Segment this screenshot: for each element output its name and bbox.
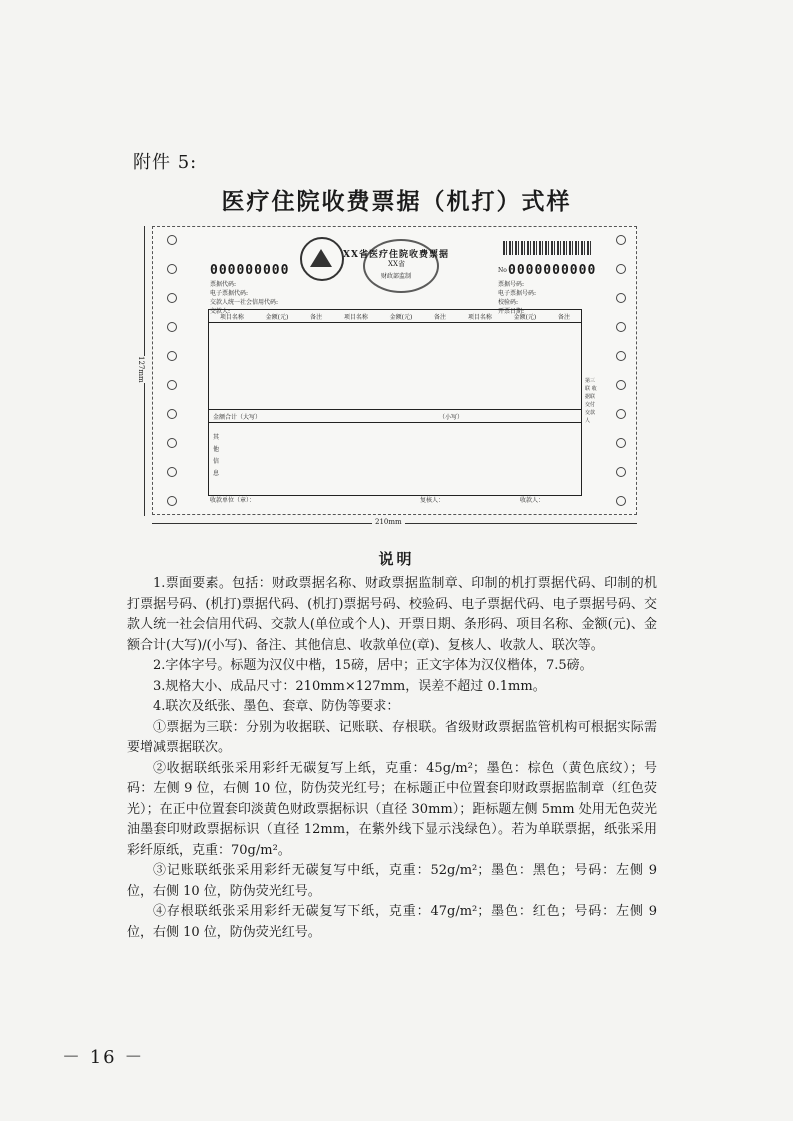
column-header: 备注 — [434, 313, 447, 321]
section-title: 说明 — [378, 550, 415, 568]
supervise-stamp-text: 财政部监制 — [381, 273, 412, 280]
copy-note: 第三联 收据联 交付交款人 — [585, 378, 597, 424]
column-header: 项目名称 — [219, 313, 244, 321]
barcode-icon — [503, 241, 593, 255]
height-label: 127mm — [137, 356, 145, 383]
payee-unit-label: 收款单位（章）： — [210, 497, 256, 504]
no-prefix: No — [498, 267, 507, 274]
reviewer-label: 复核人： — [420, 497, 445, 504]
field-label: 校验码: — [498, 299, 519, 306]
other-info-label: 其他信息 — [213, 434, 220, 477]
left-sprocket-holes — [165, 235, 179, 506]
field-label: 开票日期: — [498, 308, 525, 315]
column-header: 金额(元) — [513, 313, 537, 321]
sum-row — [209, 409, 581, 423]
attachment-label: 附件 5: — [133, 152, 198, 173]
field-label: 电子票据代码: — [210, 290, 249, 297]
field-label: 票据代码: — [210, 281, 237, 288]
field-label: 交款人统一社会信用代码: — [210, 299, 279, 306]
table-header — [209, 310, 581, 323]
paragraph: ①票据为三联：分别为收据联、记账联、存根联。省级财政票据监管机构可根据实际需要增减票据联次。 — [127, 719, 657, 755]
right-sprocket-holes — [614, 235, 628, 506]
printed-code-left: 000000000 — [210, 263, 290, 278]
field-label: 电子票据号码: — [498, 290, 537, 297]
field-label: 交款人: — [210, 308, 231, 315]
page-number: － 16 － — [62, 1047, 145, 1068]
width-label: 210mm — [372, 518, 405, 526]
sum-label: 金额合计（大写） — [213, 414, 262, 421]
column-header: 备注 — [310, 313, 323, 321]
paragraph: 4.联次及纸张、墨色、套章、防伪等要求： — [153, 699, 400, 714]
explanation-body — [127, 574, 657, 943]
field-label: 票据号码: — [498, 281, 525, 288]
receipt-title: XX省医疗住院收费票据 — [343, 250, 449, 260]
column-header: 金额(元) — [389, 313, 413, 321]
receipt-region: XX省 — [388, 260, 405, 268]
paragraph: ②收据联纸张采用彩纤无碳复写上纸，克重：45g/m²；墨色：棕色（黄色底纹）；号码：左侧 9 位，右侧 10 位，防伪荧光红号；在标题正中位置套印财政票据监制章（红色荧光）；在正中位置套印淡黄色财政票据标识（直径 30mm）；距标题左侧 5mm 处用无色荧光油墨套印财政票据标识（直径 12mm，在紫外线下显示浅绿色）。若为单联票据，纸张采用彩纤原纸，克重：70g/m²。 — [127, 760, 657, 858]
sum-small-label: （小写） — [439, 414, 464, 421]
column-header: 项目名称 — [467, 313, 492, 321]
receipt-specimen — [152, 226, 637, 515]
column-header: 项目名称 — [343, 313, 368, 321]
paragraph: 2.字体字号。标题为汉仪中楷，15磅，居中；正文字体为汉仪楷体，7.5磅。 — [153, 658, 593, 673]
paragraph: 1.票面要素。包括：财政票据名称、财政票据监制章、印制的机打票据代码、印制的机打票据号码、(机打)票据代码、(机打)票据号码、校验码、电子票据代码、电子票据号码、交款人统一社会信用代码、交款人(单位或个人)、开票日期、条形码、项目名称、金额(元)、金额合计(大写)/(小写)、备注、其他信息、收款单位(章)、复核人、收款人、联次等。 — [127, 576, 657, 653]
paragraph: ④存根联纸张采用彩纤无碳复写下纸，克重：47g/m²；墨色：红色；号码：左侧 9 位，右侧 10 位，防伪荧光红号。 — [127, 904, 657, 940]
column-header: 备注 — [558, 313, 571, 321]
height-dimension — [137, 226, 150, 516]
receipt-items-table — [208, 309, 582, 496]
paragraph: 3.规格大小、成品尺寸：210mm×127mm，误差不超过 0.1mm。 — [153, 678, 546, 694]
column-header: 金额(元) — [265, 313, 289, 321]
fiscal-emblem-icon — [300, 237, 344, 281]
paragraph: ③记账联纸张采用彩纤无碳复写中纸，克重：52g/m²；墨色：黑色；号码：左侧 9 位，右侧 10 位，防伪荧光红号。 — [127, 863, 657, 899]
printed-code-right: 0000000000 — [508, 263, 597, 278]
cashier-label: 收款人： — [520, 497, 545, 504]
document-title: 医疗住院收费票据（机打）式样 — [221, 189, 572, 215]
width-dimension — [152, 519, 637, 529]
